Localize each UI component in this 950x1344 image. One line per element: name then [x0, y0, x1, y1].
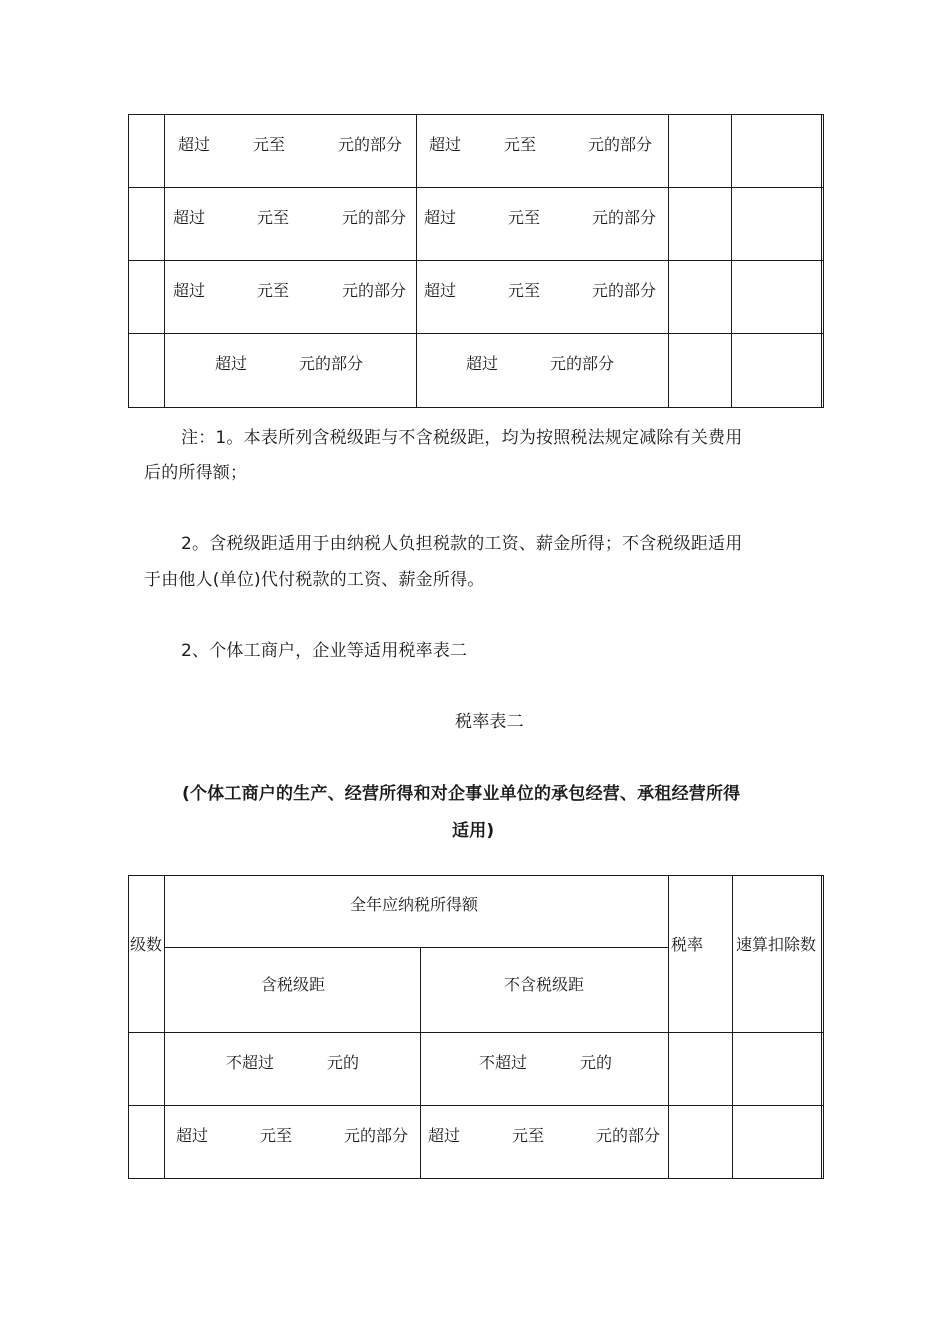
cell-text: 元至: [512, 1126, 545, 1145]
header-level: 级数: [130, 935, 163, 954]
cell-text: 超过: [215, 354, 248, 373]
cell-text: 元至: [504, 135, 537, 154]
header-taxable-bracket: 含税级距: [261, 975, 326, 994]
header-income: 全年应纳税所得额: [350, 895, 479, 914]
header-rate: 税率: [671, 935, 704, 954]
cell-text: 超过: [424, 208, 457, 227]
table-subtitle: 适用): [452, 821, 495, 841]
cell-text: 不超过: [479, 1053, 528, 1072]
cell-text: 元至: [508, 281, 541, 300]
cell-text: 元至: [260, 1126, 293, 1145]
cell-text: 超过: [424, 281, 457, 300]
cell-text: 元的部分: [592, 281, 657, 300]
cell-text: 超过: [428, 1126, 461, 1145]
cell-text: 元至: [257, 208, 290, 227]
cell-text: 元的部分: [550, 354, 615, 373]
cell-text: 元至: [253, 135, 286, 154]
cell-text: 不超过: [226, 1053, 275, 1072]
cell-text: 元的部分: [592, 208, 657, 227]
cell-text: 超过: [466, 354, 499, 373]
section-heading: 2、个体工商户，企业等适用税率表二: [181, 641, 468, 661]
table-title: 税率表二: [455, 712, 524, 732]
cell-text: 元的部分: [596, 1126, 661, 1145]
cell-text: 超过: [178, 135, 211, 154]
cell-text: 超过: [429, 135, 462, 154]
cell-text: 元的部分: [299, 354, 364, 373]
table-subtitle: (个体工商户的生产、经营所得和对企事业单位的承包经营、承租经营所得: [182, 784, 741, 804]
cell-text: 超过: [173, 281, 206, 300]
header-nontaxable-bracket: 不含税级距: [504, 975, 585, 994]
cell-text: 元至: [508, 208, 541, 227]
cell-text: 超过: [176, 1126, 209, 1145]
cell-text: 元至: [257, 281, 290, 300]
cell-text: 元的部分: [342, 281, 407, 300]
cell-text: 元的部分: [342, 208, 407, 227]
note-line: 于由他人(单位)代付税款的工资、薪金所得。: [144, 570, 485, 590]
note-line: 2。含税级距适用于由纳税人负担税款的工资、薪金所得；不含税级距适用: [181, 534, 743, 554]
cell-text: 元的: [580, 1053, 613, 1072]
note-line: 后的所得额；: [144, 463, 248, 483]
cell-text: 元的部分: [344, 1126, 409, 1145]
cell-text: 元的部分: [338, 135, 403, 154]
note-line: 注：1。本表所列含税级距与不含税级距，均为按照税法规定减除有关费用: [181, 428, 743, 448]
cell-text: 元的部分: [588, 135, 653, 154]
cell-text: 元的: [327, 1053, 360, 1072]
cell-text: 超过: [173, 208, 206, 227]
header-quick-deduction: 速算扣除数: [736, 935, 817, 954]
